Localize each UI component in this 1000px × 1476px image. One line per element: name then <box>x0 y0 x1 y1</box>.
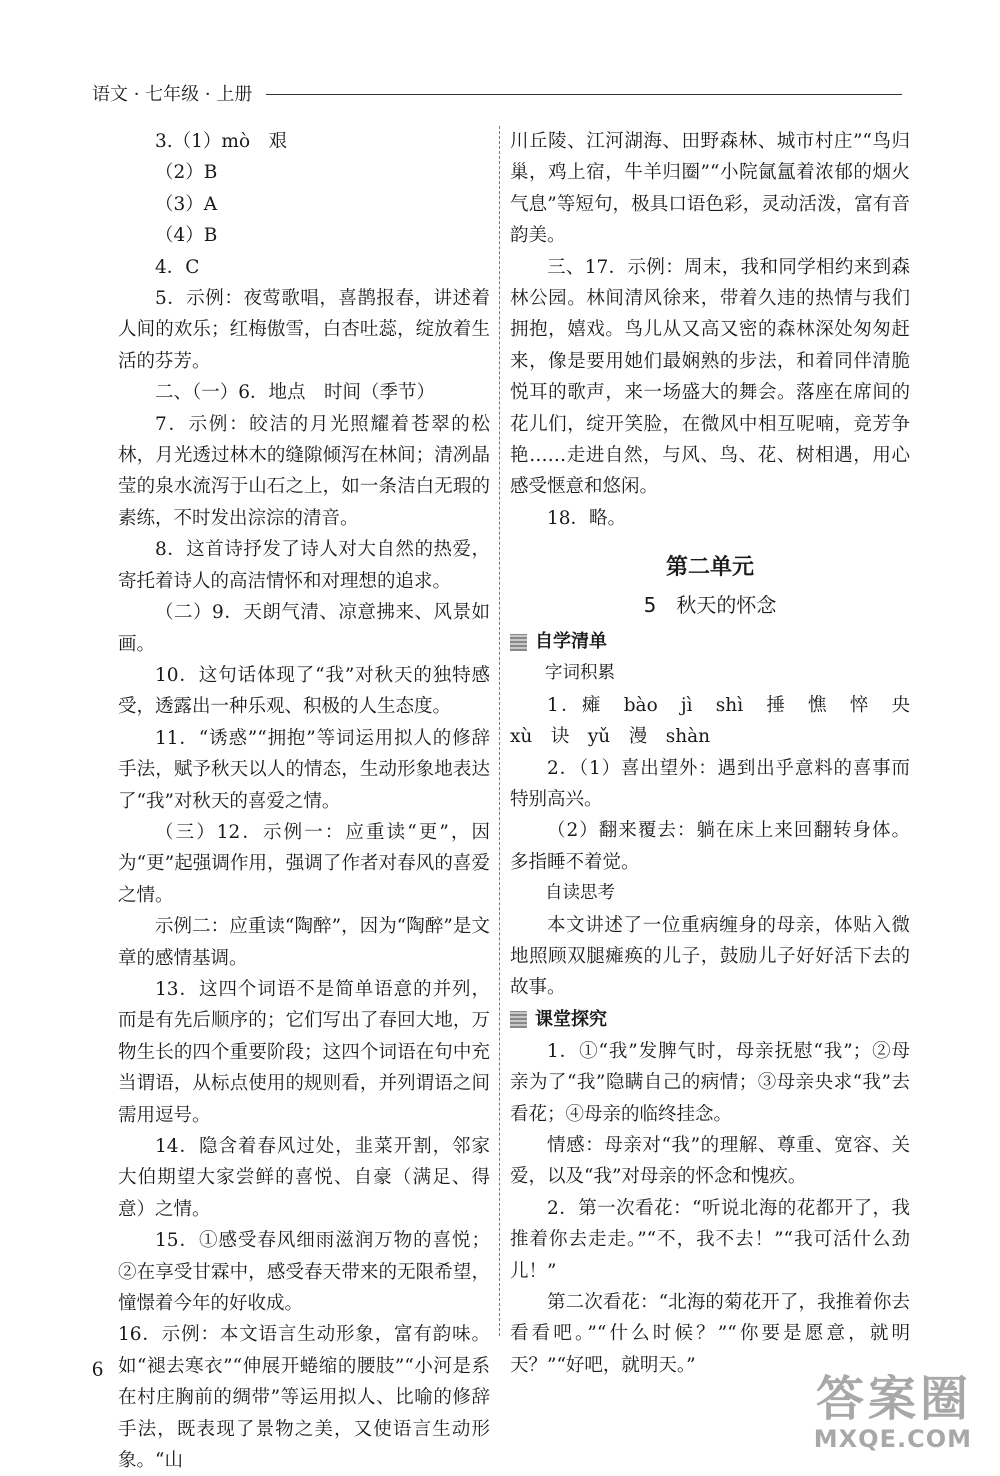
header-rule <box>266 94 902 95</box>
page-header <box>92 78 902 108</box>
answer-paragraph: 16．示例：本文语言生动形象，富有韵味。如“褪去寒衣”“伸展开蜷缩的腰肢”“小河是系在村庄胸前的绸带”等运用拟人、比喻的修辞手法，既表现了景物之美，又使语言生动形象。“山 <box>118 1324 490 1472</box>
answer-paragraph: （2）B <box>155 162 218 184</box>
answer-paragraph: 2．第一次看花：“听说北海的花都开了，我推着你去走走。”“不，我不去！”“我可活什么劲儿！” <box>510 1197 910 1282</box>
section-title: 课堂探究 <box>535 1008 607 1030</box>
answer-paragraph: （4）B <box>155 225 218 247</box>
answer-paragraph: 7．示例：皎洁的月光照耀着苍翠的松林，月光透过林木的缝隙倾泻在林间；清冽晶莹的泉水流泻于山石之上，如一条洁白无瑕的素练，不时发出淙淙的清音。 <box>118 413 490 529</box>
answer-paragraph: （三）12．示例一：应重读“更”，因为“更”起强调作用，强调了作者对春风的喜爱之情。 <box>118 821 490 906</box>
section-marker-icon <box>510 1011 527 1028</box>
column-divider <box>499 126 500 1336</box>
answer-paragraph: 13．这四个词语不是简单语意的并列，而是有先后顺序的；它们写出了春回大地，万物生长的四个重要阶段；这四个词语在句中充当谓语，从标点使用的规则看，并列谓语之间需用逗号。 <box>118 978 490 1126</box>
reading-paragraphs <box>510 910 910 1004</box>
lesson-title: 5 秋天的怀念 <box>643 593 777 618</box>
section-marker-icon <box>510 634 527 651</box>
section-title: 自学清单 <box>535 631 607 653</box>
answer-paragraph: 3.（1）mò 艰 <box>155 131 288 152</box>
site-watermark <box>814 1373 972 1453</box>
answer-paragraph: 1．①“我”发脾气时，母亲抚慰“我”；②母亲为了“我”隐瞒自己的病情；③母亲央求“我”去看花；④母亲的临终挂念。 <box>510 1040 910 1125</box>
answer-paragraph: 5．示例：夜莺歌唱，喜鹊报春，讲述着人间的欢乐；红梅傲雪，白杏吐蕊，绽放着生活的芬芳。 <box>118 288 490 372</box>
answer-paragraph: 4．C <box>155 256 200 278</box>
answer-paragraph: 本文讲述了一位重病缠身的母亲，体贴入微地照顾双腿瘫痪的儿子，鼓励儿子好好活下去的故事。 <box>510 914 910 999</box>
answer-paragraph: 10．这句话体现了“我”对秋天的独特感受，透露出一种乐观、积极的人生态度。 <box>118 664 490 718</box>
watermark-logo-text: 答案圈 <box>815 1371 972 1427</box>
answer-paragraph: 1．瘫 bào jì shì 捶 憔 悴 央 xù 诀 yǔ 漫 shàn <box>510 694 929 748</box>
answer-paragraph: 14．隐含着春风过处，韭菜开割，邻家大伯期望大家尝鲜的喜悦、自豪（满足、得意）之情。 <box>118 1136 490 1220</box>
answer-paragraph: 二、（一）6．地点 时间（季节） <box>155 382 436 404</box>
subheading-vocab: 字词积累 <box>545 663 615 684</box>
answer-paragraph: 11．“诱惑”“拥抱”等词运用拟人的修辞手法，赋予秋天以人的情态，生动形象地表达了“我”对秋天的喜爱之情。 <box>118 727 490 812</box>
answer-paragraph: （2）翻来覆去：躺在床上来回翻转身体。多指睡不着觉。 <box>510 820 910 873</box>
answer-paragraph: 情感：母亲对“我”的理解、尊重、宽容、关爱，以及“我”对母亲的怀念和愧疚。 <box>510 1134 910 1188</box>
watermark-url: MXQE.COM <box>813 1425 972 1453</box>
right-top-paragraphs <box>510 126 910 534</box>
page-number: 6 <box>92 1356 103 1381</box>
answer-paragraph: （3）A <box>155 193 218 215</box>
answer-paragraph: 川丘陵、江河湖海、田野森林、城市村庄”“鸟归巢，鸡上宿，牛羊归圈”“小院氤氲着浓郁的烟火气息”等短句，极具口语色彩，灵动活泼，富有音韵美。 <box>510 131 910 247</box>
subheading-reading: 自读思考 <box>545 883 615 904</box>
unit-title: 第二单元 <box>665 555 754 581</box>
answer-paragraph: 2．（1）喜出望外：遇到出乎意料的喜事而特别高兴。 <box>510 757 910 810</box>
answer-paragraph: 示例二：应重读“陶醉”，因为“陶醉”是文章的感情基调。 <box>118 916 490 969</box>
left-column <box>118 126 490 1476</box>
vocab-paragraphs <box>510 690 929 878</box>
answer-paragraph: 三、17．示例：周末，我和同学相约来到森林公园。林间清风徐来，带着久违的热情与我们拥抱，嬉戏。鸟儿从又高又密的森林深处匆匆赶来，像是要用她们最娴熟的步法，和着同伴清脆悦耳的歌声，来一场盛大的舞会。落座在席间的花儿们，绽开笑脸，在微风中相互呢喃，竞芳争艳……走进自然，与风、鸟、花、树相遇，用心感受惬意和悠闲。 <box>510 256 910 498</box>
section-heading-self-study <box>510 626 910 658</box>
section-heading-class <box>510 1004 910 1036</box>
answer-paragraph: （二）9．天朗气清、凉意拂来、风景如画。 <box>118 602 490 655</box>
answer-paragraph: 18．略。 <box>547 507 627 529</box>
book-title: 语文 · 七年级 · 上册 <box>92 84 253 105</box>
right-column <box>510 126 929 1381</box>
class-paragraphs <box>510 1036 910 1381</box>
answer-paragraph: 8．这首诗抒发了诗人对大自然的热爱，寄托着诗人的高洁情怀和对理想的追求。 <box>118 539 490 592</box>
answer-paragraph: 第二次看花：“北海的菊花开了，我推着你去看看吧。”“什么时候？”“你要是愿意，就明天？”“好吧，就明天。” <box>510 1292 910 1376</box>
answer-paragraph: 15．①感受春风细雨滋润万物的喜悦；②在享受甘霖中，感受春天带来的无限希望，憧憬着今年的好收成。 <box>118 1230 490 1315</box>
